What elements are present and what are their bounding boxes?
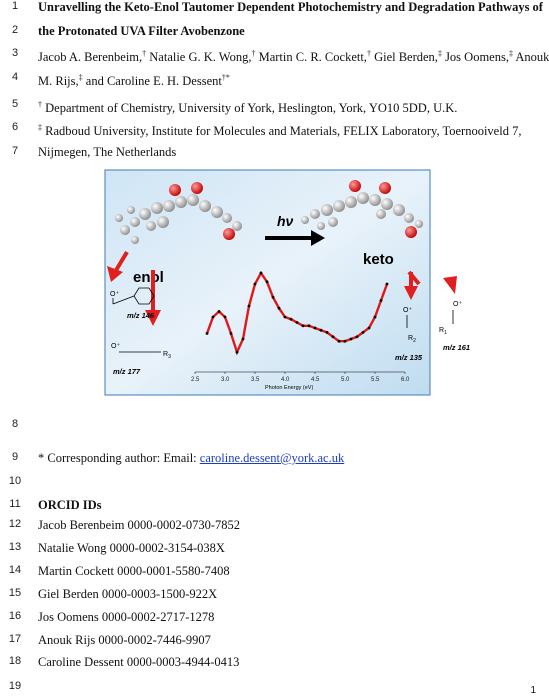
orcid-heading: ORCID IDs xyxy=(38,498,102,512)
data-point xyxy=(236,351,239,354)
x-tick-label: 5.0 xyxy=(341,377,350,383)
x-tick-label: 4.5 xyxy=(311,377,320,383)
data-point xyxy=(320,329,323,332)
data-point xyxy=(356,335,359,338)
x-axis-label: Photon Energy (eV) xyxy=(265,385,314,391)
data-point xyxy=(380,299,383,302)
data-point xyxy=(260,272,263,275)
data-point xyxy=(350,338,353,341)
svg-text:O⁺: O⁺ xyxy=(403,307,413,314)
paper-title-line-2: the Protonated UVA Filter Avobenzone xyxy=(38,24,245,38)
orcid-entry: Anouk Rijs 0000-0002-7446-9907 xyxy=(38,633,211,647)
affiliation-2 xyxy=(38,120,521,139)
orcid-entry: Natalie Wong 0000-0002-3154-038X xyxy=(38,541,225,555)
x-tick-label: 4.0 xyxy=(281,377,290,383)
data-point xyxy=(296,321,299,324)
data-point xyxy=(386,283,389,286)
data-point xyxy=(332,335,335,338)
line-number: 13 xyxy=(8,541,22,553)
author-name: Jos Oomens, xyxy=(445,50,509,65)
data-point xyxy=(212,316,215,319)
svg-text:R1 xyxy=(439,327,447,336)
svg-text:O⁺: O⁺ xyxy=(453,301,463,308)
line-number: 18 xyxy=(8,655,22,667)
affiliation-mark: ‡ xyxy=(38,123,42,132)
corresponding-prefix: * Corresponding author: Email: xyxy=(38,451,200,465)
x-tick-label: 5.5 xyxy=(371,377,380,383)
line-number: 12 xyxy=(8,518,22,530)
data-point xyxy=(218,310,221,313)
mz177-label: m/z 177 xyxy=(113,367,141,376)
author-name: Jacob A. Berenbeim, xyxy=(38,50,143,65)
data-point xyxy=(314,327,317,330)
line-number: 5 xyxy=(11,98,19,110)
line-number: 15 xyxy=(8,587,22,599)
author-name: Giel Berden, xyxy=(374,50,438,65)
mz146-label: m/z 146 xyxy=(127,311,155,320)
author-affil-mark: ‡ xyxy=(78,73,83,82)
author-affil-mark: † xyxy=(251,49,256,58)
affiliation-text: Department of Chemistry, University of York, Heslington, York, YO10 5DD, U.K. xyxy=(42,101,458,116)
affiliation-3: Nijmegen, The Netherlands xyxy=(38,145,177,159)
author-affil-mark: † xyxy=(142,49,147,58)
email-link[interactable]: caroline.dessent@york.ac.uk xyxy=(199,451,345,465)
orcid-entry: Jacob Berenbeim 0000-0002-0730-7852 xyxy=(38,518,241,532)
orcid-entry: Jos Oomens 0000-0002-2717-1278 xyxy=(38,610,215,624)
author-line-2 xyxy=(38,70,230,89)
line-number: 9 xyxy=(11,451,19,463)
svg-text:O⁺: O⁺ xyxy=(111,343,121,350)
mz161-label: m/z 161 xyxy=(443,343,471,352)
line-number: 6 xyxy=(11,121,19,133)
x-tick-label: 2.5 xyxy=(191,377,200,383)
data-point xyxy=(338,340,341,343)
data-point xyxy=(230,332,233,335)
line-number: 17 xyxy=(8,633,22,645)
data-point xyxy=(368,327,371,330)
hv-label: hν xyxy=(277,213,294,229)
orcid-entry: Giel Berden 0000-0003-1500-922X xyxy=(38,587,218,601)
x-tick-label: 3.5 xyxy=(251,377,260,383)
author-affil-mark: † xyxy=(366,49,371,58)
author-name: and Caroline E. H. Dessent xyxy=(82,74,222,89)
r3-subscript: 3 xyxy=(168,354,171,360)
corresponding-author xyxy=(38,450,344,466)
data-point xyxy=(248,305,251,308)
author-name: M. Rijs, xyxy=(38,74,79,89)
orcid-entry: Caroline Dessent 0000-0003-4944-0413 xyxy=(38,655,240,669)
data-point xyxy=(284,316,287,319)
svg-text:O⁺: O⁺ xyxy=(110,291,120,298)
keto-label: keto xyxy=(363,251,394,268)
line-number: 10 xyxy=(8,475,22,487)
data-point xyxy=(374,316,377,319)
orcid-entry: Martin Cockett 0000-0001-5580-7408 xyxy=(38,564,230,578)
line-number: 11 xyxy=(9,498,21,510)
author-name: Anouk xyxy=(515,50,549,65)
line-number: 19 xyxy=(8,680,22,692)
r1-subscript: 1 xyxy=(444,330,447,336)
data-point xyxy=(308,324,311,327)
line-number: 3 xyxy=(11,47,19,59)
affiliation-text: Radboud University, Institute for Molecules and Materials, FELIX Laboratory, Toernooiveld 7, xyxy=(42,124,522,139)
data-point xyxy=(224,316,227,319)
affiliation-mark: † xyxy=(38,100,42,109)
data-point xyxy=(344,340,347,343)
data-point xyxy=(302,324,305,327)
mz135-label: m/z 135 xyxy=(395,353,423,362)
line-number: 1 xyxy=(11,0,19,12)
r3-label: R xyxy=(163,351,169,358)
r1-label: R xyxy=(439,327,445,334)
data-point xyxy=(254,283,257,286)
paper-title-line-1: Unravelling the Keto-Enol Tautomer Dependent Photochemistry and Degradation Pathways of xyxy=(38,0,543,14)
r2-subscript: 2 xyxy=(413,338,416,344)
author-affil-mark: ‡ xyxy=(437,49,442,58)
line-number: 8 xyxy=(11,418,19,430)
affiliation-1 xyxy=(38,97,457,116)
line-number: 14 xyxy=(8,564,22,576)
data-point xyxy=(326,331,329,334)
line-number: 16 xyxy=(8,610,22,622)
data-point xyxy=(272,296,275,299)
x-tick-label: 3.0 xyxy=(221,377,230,383)
author-affil-mark: ‡ xyxy=(508,49,513,58)
enol-label: enol xyxy=(133,269,164,286)
line-number: 4 xyxy=(11,71,19,83)
page-number: 1 xyxy=(530,685,536,696)
author-affil-mark: †* xyxy=(221,73,230,82)
x-tick-label: 6.0 xyxy=(401,377,410,383)
data-point xyxy=(290,318,293,321)
data-point xyxy=(362,331,365,334)
author-line-1 xyxy=(38,46,549,65)
line-number: 2 xyxy=(11,24,19,36)
data-point xyxy=(278,307,281,310)
toc-graphic xyxy=(105,170,471,395)
fragment-mz161 xyxy=(439,301,470,352)
data-point xyxy=(242,338,245,341)
data-point xyxy=(206,332,209,335)
data-point xyxy=(266,280,269,283)
line-number: 7 xyxy=(11,145,19,157)
author-name: Martin C. R. Cockett, xyxy=(258,50,367,65)
r2-label: R xyxy=(408,335,414,342)
author-name: Natalie G. K. Wong, xyxy=(149,50,252,65)
